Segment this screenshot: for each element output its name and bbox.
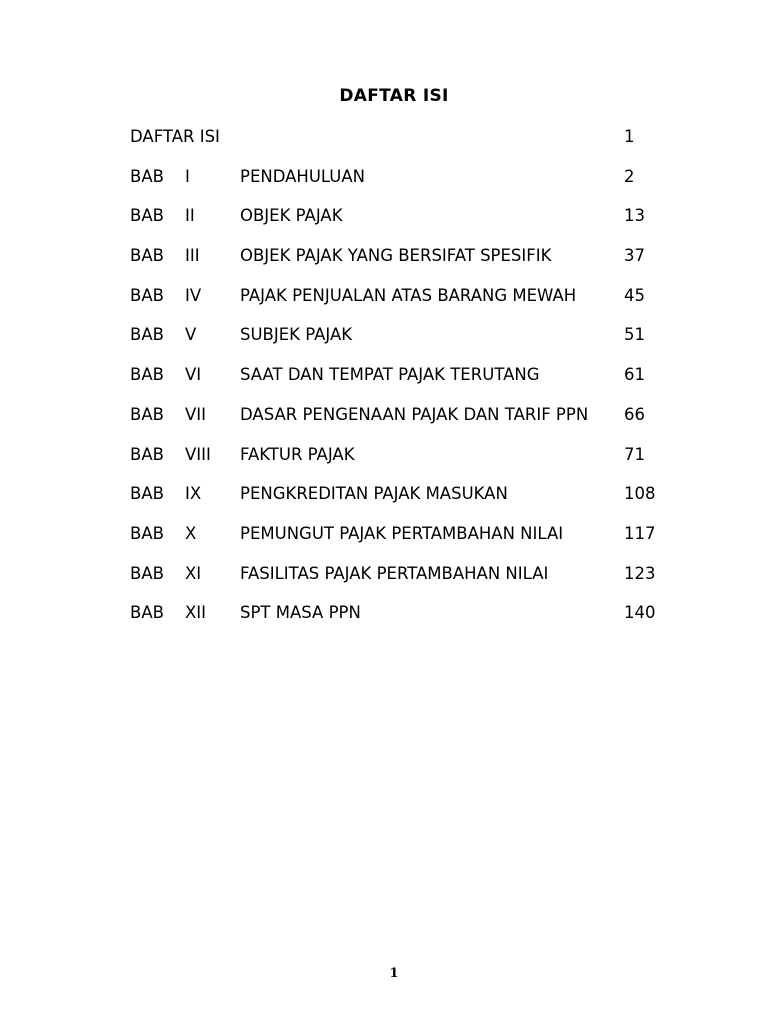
- toc-chapter-numeral: II: [185, 206, 195, 226]
- toc-row: [130, 165, 690, 205]
- toc-chapter-prefix: BAB: [130, 563, 164, 583]
- toc-chapter-numeral: V: [185, 325, 197, 345]
- toc-row: [130, 562, 690, 602]
- toc-row: [130, 244, 690, 284]
- toc-intro-page: 1: [624, 127, 635, 146]
- toc-row: [130, 601, 690, 641]
- toc-chapter-title: OBJEK PAJAK: [240, 206, 343, 226]
- toc-chapter-page: 45: [624, 285, 645, 305]
- toc-chapter-prefix: BAB: [130, 325, 164, 345]
- toc-chapter-title: PENDAHULUAN: [240, 166, 365, 186]
- toc-chapter-numeral: IV: [185, 285, 202, 305]
- toc-chapter-numeral: VIII: [185, 444, 211, 464]
- toc-chapter-prefix: BAB: [130, 523, 164, 543]
- toc-chapter-numeral: XII: [185, 603, 207, 623]
- toc-intro-label: DAFTAR ISI: [130, 127, 220, 146]
- toc-chapter-prefix: BAB: [130, 404, 164, 424]
- toc-chapter-page: 66: [624, 404, 645, 424]
- page-title: DAFTAR ISI: [339, 86, 449, 106]
- toc-row: [130, 482, 690, 522]
- toc-row: [130, 284, 690, 324]
- toc-row: [130, 363, 690, 403]
- toc-chapter-page: 123: [624, 563, 656, 583]
- toc-chapter-prefix: BAB: [130, 365, 164, 385]
- toc-chapter-page: 37: [624, 246, 645, 266]
- toc-chapter-page: 13: [624, 206, 645, 226]
- toc-chapter-page: 140: [624, 603, 656, 623]
- toc-chapter-title: PAJAK PENJUALAN ATAS BARANG MEWAH: [240, 285, 577, 305]
- table-of-contents: [130, 125, 690, 641]
- toc-row: [130, 204, 690, 244]
- toc-chapter-numeral: III: [185, 246, 200, 266]
- toc-chapter-title: OBJEK PAJAK YANG BERSIFAT SPESIFIK: [240, 246, 552, 266]
- toc-chapter-title: SPT MASA PPN: [240, 603, 361, 623]
- toc-chapter-page: 117: [624, 523, 656, 543]
- toc-chapter-title: FASILITAS PAJAK PERTAMBAHAN NILAI: [240, 563, 549, 583]
- toc-chapter-numeral: VII: [185, 404, 207, 424]
- toc-chapter-numeral: IX: [185, 484, 202, 504]
- toc-chapter-prefix: BAB: [130, 166, 164, 186]
- toc-chapter-prefix: BAB: [130, 603, 164, 623]
- toc-chapter-prefix: BAB: [130, 285, 164, 305]
- toc-chapter-title: FAKTUR PAJAK: [240, 444, 355, 464]
- toc-chapter-page: 2: [624, 166, 635, 186]
- toc-chapter-page: 51: [624, 325, 645, 345]
- toc-chapter-prefix: BAB: [130, 206, 164, 226]
- page-number: 1: [389, 966, 399, 981]
- toc-chapter-prefix: BAB: [130, 246, 164, 266]
- toc-chapter-prefix: BAB: [130, 484, 164, 504]
- toc-chapter-title: SUBJEK PAJAK: [240, 325, 353, 345]
- toc-chapter-numeral: VI: [185, 365, 202, 385]
- toc-chapter-title: DASAR PENGENAAN PAJAK DAN TARIF PPN: [240, 404, 589, 424]
- toc-chapter-numeral: XI: [185, 563, 202, 583]
- toc-chapter-page: 61: [624, 365, 645, 385]
- toc-chapter-page: 108: [624, 484, 656, 504]
- toc-chapter-page: 71: [624, 444, 645, 464]
- toc-row: [130, 443, 690, 483]
- toc-row: [130, 522, 690, 562]
- toc-chapter-title: SAAT DAN TEMPAT PAJAK TERUTANG: [240, 365, 540, 385]
- toc-row-intro: [130, 125, 690, 165]
- toc-row: [130, 323, 690, 363]
- toc-row: [130, 403, 690, 443]
- toc-chapter-title: PEMUNGUT PAJAK PERTAMBAHAN NILAI: [240, 523, 564, 543]
- toc-chapter-numeral: I: [185, 166, 190, 186]
- toc-chapter-numeral: X: [185, 523, 197, 543]
- toc-chapter-prefix: BAB: [130, 444, 164, 464]
- toc-chapter-title: PENGKREDITAN PAJAK MASUKAN: [240, 484, 508, 504]
